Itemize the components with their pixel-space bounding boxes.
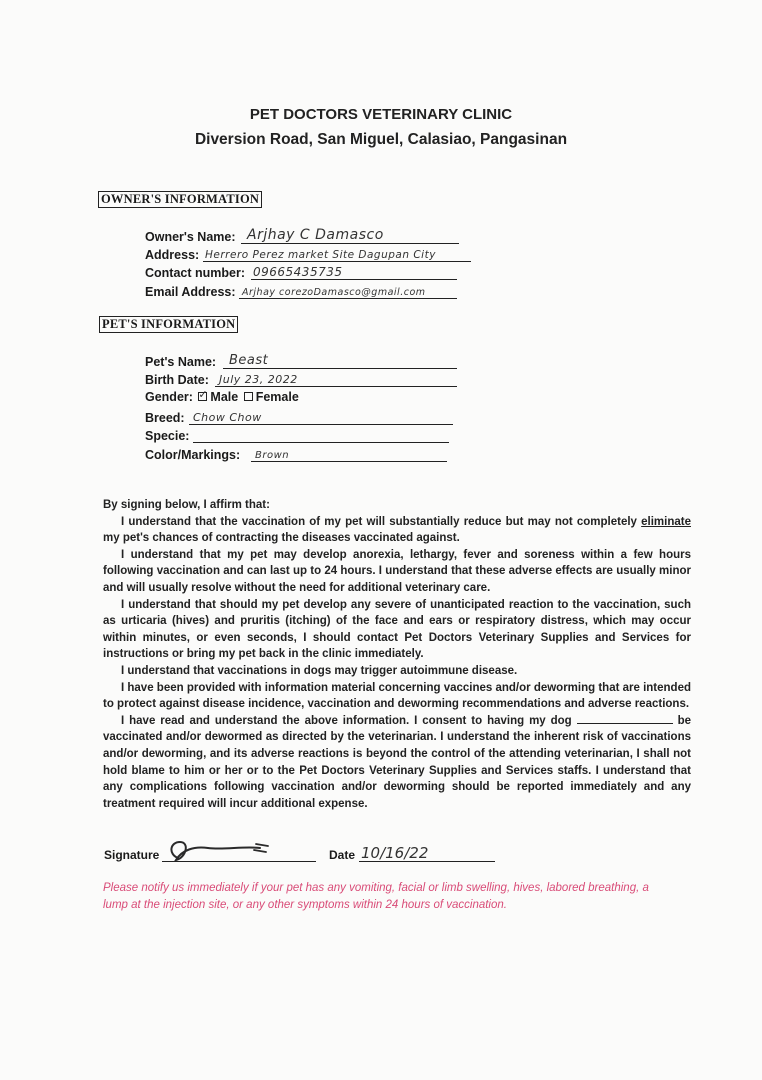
pet-breed-field[interactable] [145, 409, 460, 427]
consent-paragraph-2: I understand that my pet may develop anorexia, lethargy, fever and soreness within a few hours following vaccination and can last up to 24 hours. I understand that these adverse effects are usually minor and will usually resolve without the need for additional veterinary care. [103, 548, 691, 594]
owner-address-field[interactable] [145, 246, 475, 264]
owner-address-label: Address: [145, 248, 200, 262]
handwritten-signature [164, 836, 284, 864]
signature-field[interactable] [104, 844, 319, 864]
owner-contact-line [251, 279, 457, 280]
owner-email-line [239, 298, 457, 299]
pet-gender-field [145, 390, 299, 404]
date-value: 10/16/22 [361, 844, 429, 862]
gender-male-checkbox[interactable] [198, 388, 208, 402]
consent-intro: By signing below, I affirm that: [103, 499, 270, 511]
checkmark-icon: ✓ [198, 388, 208, 402]
pet-color-value: Brown [255, 450, 290, 461]
consent-paragraph-6: I have read and understand the above information. I consent to having my dog be vaccinated and/or dewormed as directed by the veterinarian. I understand the inherent risk of vaccinations and/or deworming, and its adverse reactions is beyond the control of the attending veterinarian, I shall not hold blame to him or her or to the Pet Doctors Veterinary Supplies and Services staffs. I understand that any complications following vaccination and/or deworming should be reported immediately and any treatment required will incur additional expense. [103, 714, 691, 810]
pet-birth-date-value: July 23, 2022 [219, 373, 298, 386]
owner-name-label: Owner's Name: [145, 230, 236, 244]
owner-name-value: Arjhay C Damasco [247, 227, 384, 243]
consent-paragraph-4: I understand that vaccinations in dogs may trigger autoimmune disease. [121, 664, 518, 677]
pet-specie-line [193, 442, 449, 443]
consent-paragraph-5: I have been provided with information material concerning vaccines and/or deworming that are intended to protect against disease incidence, vaccination and deworming recommendations and adverse reactions. [103, 681, 692, 711]
owner-contact-field[interactable] [145, 264, 460, 282]
pet-name-label: Pet's Name: [145, 355, 217, 369]
pet-color-field[interactable] [145, 446, 460, 464]
owner-contact-label: Contact number: [145, 266, 245, 280]
pet-birth-date-label: Birth Date: [145, 373, 209, 387]
underlined-word: eliminate [641, 515, 691, 528]
clinic-name: PET DOCTORS VETERINARY CLINIC [249, 106, 513, 123]
pet-specie-field[interactable] [145, 427, 460, 445]
pet-birth-date-line [215, 386, 457, 387]
pet-birth-date-field[interactable] [145, 371, 460, 389]
pet-specie-label: Specie: [145, 429, 190, 443]
clinic-address: Diversion Road, San Miguel, Calasiao, Pangasinan [194, 131, 568, 148]
owner-address-line [203, 261, 471, 262]
owner-name-field[interactable] [145, 228, 465, 246]
dog-name-blank[interactable] [577, 713, 673, 724]
pet-breed-value: Chow Chow [193, 411, 262, 424]
pet-name-field[interactable] [145, 353, 460, 371]
consent-statement [103, 497, 691, 812]
date-field[interactable] [329, 844, 499, 864]
pet-color-label: Color/Markings: [145, 448, 241, 462]
notice-text: Please notify us immediately if your pet has any vomiting, facial or limb swelling, hives, labored breathing, a lump at the injection site, or any other symptoms within 24 hours of vaccination. [103, 882, 649, 911]
gender-female-checkbox[interactable] [244, 392, 253, 401]
owner-name-line [241, 243, 459, 244]
pet-name-line [223, 368, 457, 369]
gender-female-label: Female [255, 390, 299, 404]
owner-email-field[interactable] [145, 283, 460, 301]
consent-paragraph-3: I understand that should my pet develop any severe of unanticipated reaction to the vaccination, such as urticaria (hives) and pruritis (itching) of the face and ears or respiratory distress, which may occur within minutes, or even seconds, I should contact Pet Doctors Veterinary Supplies and Services for instructions or bring my pet back in the clinic immediately. [103, 598, 691, 661]
pet-color-line [251, 461, 447, 462]
signature-label: Signature [104, 848, 160, 862]
owner-email-value: Arjhay corezoDamasco@gmail.com [242, 287, 426, 298]
pet-breed-label: Breed: [145, 411, 185, 425]
pet-gender-label: Gender: [145, 390, 193, 404]
pet-name-value: Beast [229, 353, 269, 368]
pet-breed-line [189, 424, 453, 425]
gender-male-label: Male [210, 390, 239, 404]
owner-email-label: Email Address: [145, 285, 236, 299]
consent-paragraph-1: I understand that the vaccination of my pet will substantially reduce but may not completely eliminate my pet's chances of contracting the diseases vaccinated against. [103, 515, 691, 545]
owner-section-title: OWNER'S INFORMATION [98, 191, 262, 208]
owner-address-value: Herrero Perez market Site Dagupan City [205, 249, 436, 261]
pet-section-title: PET'S INFORMATION [99, 316, 238, 333]
owner-contact-value: 09665435735 [253, 265, 343, 279]
date-label: Date [329, 848, 356, 862]
